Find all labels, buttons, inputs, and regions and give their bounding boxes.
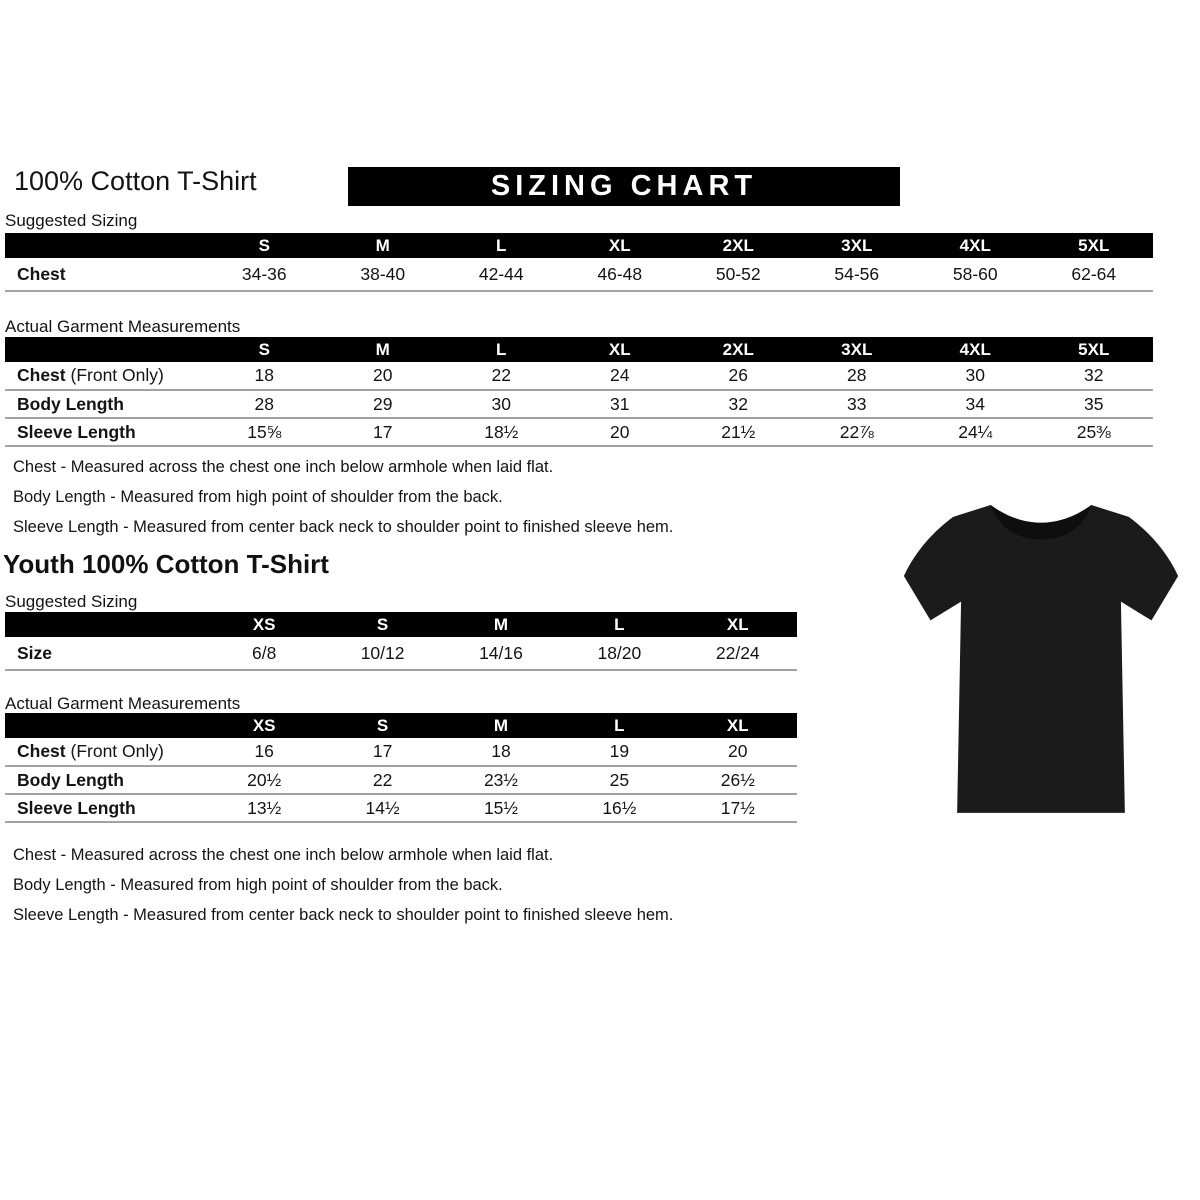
measurement-value: 62-64	[1035, 258, 1154, 291]
size-column-header: L	[442, 233, 561, 258]
size-column-header: XL	[679, 713, 797, 738]
tshirt-body-shape	[904, 505, 1178, 813]
youth-suggested-sizing-table	[5, 612, 797, 671]
measurement-value: 26½	[679, 766, 797, 794]
measurement-value: 34-36	[205, 258, 324, 291]
measurement-value: 22⅞	[798, 418, 917, 446]
size-column-header: 2XL	[679, 337, 798, 362]
measurement-value: 17	[324, 418, 443, 446]
youth-product-title: Youth 100% Cotton T-Shirt	[3, 549, 329, 579]
measurement-row	[5, 418, 1153, 446]
measurement-row	[5, 258, 1153, 291]
measurement-value: 17	[323, 738, 441, 766]
size-column-header: L	[560, 713, 678, 738]
measurement-value: 32	[679, 390, 798, 418]
measurement-value: 38-40	[324, 258, 443, 291]
measurement-value: 20	[324, 362, 443, 390]
measurement-value: 42-44	[442, 258, 561, 291]
measurement-value: 26	[679, 362, 798, 390]
adult-actual-measurements-label: Actual Garment Measurements	[5, 317, 241, 336]
adult-suggested-sizing-table	[5, 233, 1153, 292]
adult-measurement-notes	[13, 452, 673, 542]
measurement-value: 6/8	[205, 637, 323, 670]
size-column-header: 5XL	[1035, 233, 1154, 258]
size-column-header: S	[323, 713, 441, 738]
measurement-value: 28	[205, 390, 324, 418]
row-label: Chest (Front Only)	[5, 362, 205, 390]
measurement-row	[5, 738, 797, 766]
adult-suggested-sizing-label: Suggested Sizing	[5, 211, 138, 230]
size-column-header: XL	[679, 612, 797, 637]
measurement-value: 22	[442, 362, 561, 390]
measurement-row	[5, 362, 1153, 390]
measurement-row	[5, 794, 797, 822]
measurement-value: 30	[442, 390, 561, 418]
row-label: Chest	[5, 258, 205, 291]
measurement-value: 17½	[679, 794, 797, 822]
measurement-note: Sleeve Length - Measured from center back neck to shoulder point to finished sleeve hem.	[13, 906, 674, 924]
header-spacer-cell	[5, 233, 205, 258]
measurement-value: 28	[798, 362, 917, 390]
measurement-value: 15½	[442, 794, 560, 822]
size-column-header: XL	[561, 233, 680, 258]
row-label: Body Length	[5, 766, 205, 794]
size-column-header: XS	[205, 612, 323, 637]
size-column-header: 4XL	[916, 233, 1035, 258]
measurement-value: 20	[561, 418, 680, 446]
measurement-value: 29	[324, 390, 443, 418]
size-column-header: 2XL	[679, 233, 798, 258]
measurement-value: 54-56	[798, 258, 917, 291]
size-column-header: S	[205, 337, 324, 362]
row-label: Size	[5, 637, 205, 670]
header-spacer-cell	[5, 713, 205, 738]
measurement-value: 18	[442, 738, 560, 766]
measurement-row	[5, 390, 1153, 418]
size-header-row	[5, 337, 1153, 362]
measurement-value: 25⅜	[1035, 418, 1154, 446]
measurement-value: 22/24	[679, 637, 797, 670]
measurement-value: 14/16	[442, 637, 560, 670]
measurement-value: 18/20	[560, 637, 678, 670]
size-column-header: S	[205, 233, 324, 258]
size-column-header: M	[324, 233, 443, 258]
size-header-row	[5, 713, 797, 738]
youth-measurement-notes	[13, 840, 673, 930]
measurement-value: 30	[916, 362, 1035, 390]
size-column-header: XL	[561, 337, 680, 362]
size-column-header: XS	[205, 713, 323, 738]
measurement-value: 34	[916, 390, 1035, 418]
size-column-header: 4XL	[916, 337, 1035, 362]
header-spacer-cell	[5, 612, 205, 637]
measurement-value: 25	[560, 766, 678, 794]
size-column-header: L	[560, 612, 678, 637]
size-header-row	[5, 233, 1153, 258]
measurement-value: 33	[798, 390, 917, 418]
row-label: Chest (Front Only)	[5, 738, 205, 766]
measurement-value: 16	[205, 738, 323, 766]
size-header-row	[5, 612, 797, 637]
size-column-header: 5XL	[1035, 337, 1154, 362]
measurement-value: 18½	[442, 418, 561, 446]
header-spacer-cell	[5, 337, 205, 362]
measurement-value: 46-48	[561, 258, 680, 291]
measurement-value: 16½	[560, 794, 678, 822]
row-label: Sleeve Length	[5, 794, 205, 822]
size-column-header: 3XL	[798, 233, 917, 258]
sizing-chart-banner-text: SIZING CHART	[490, 170, 758, 202]
size-column-header: S	[323, 612, 441, 637]
measurement-value: 23½	[442, 766, 560, 794]
tshirt-image	[893, 477, 1189, 827]
youth-suggested-sizing-label: Suggested Sizing	[5, 592, 138, 611]
measurement-value: 24	[561, 362, 680, 390]
measurement-row	[5, 637, 797, 670]
measurement-value: 35	[1035, 390, 1154, 418]
measurement-value: 22	[323, 766, 441, 794]
measurement-value: 20	[679, 738, 797, 766]
measurement-value: 13½	[205, 794, 323, 822]
size-column-header: M	[442, 713, 560, 738]
youth-actual-measurements-label: Actual Garment Measurements	[5, 694, 241, 713]
row-label: Body Length	[5, 390, 205, 418]
measurement-note: Body Length - Measured from high point of shoulder from the back.	[13, 488, 503, 506]
measurement-value: 19	[560, 738, 678, 766]
measurement-row	[5, 766, 797, 794]
measurement-value: 58-60	[916, 258, 1035, 291]
measurement-value: 18	[205, 362, 324, 390]
measurement-note: Chest - Measured across the chest one inch below armhole when laid flat.	[13, 458, 554, 476]
row-label: Sleeve Length	[5, 418, 205, 446]
measurement-value: 21½	[679, 418, 798, 446]
measurement-value: 15⅝	[205, 418, 324, 446]
sizing-chart-banner	[348, 167, 900, 206]
measurement-note: Body Length - Measured from high point of shoulder from the back.	[13, 876, 503, 894]
measurement-value: 10/12	[323, 637, 441, 670]
measurement-value: 50-52	[679, 258, 798, 291]
size-column-header: 3XL	[798, 337, 917, 362]
measurement-note: Chest - Measured across the chest one inch below armhole when laid flat.	[13, 846, 554, 864]
size-column-header: M	[324, 337, 443, 362]
measurement-value: 31	[561, 390, 680, 418]
adult-actual-measurements-table	[5, 337, 1153, 447]
size-column-header: M	[442, 612, 560, 637]
size-column-header: L	[442, 337, 561, 362]
measurement-value: 24¼	[916, 418, 1035, 446]
youth-actual-measurements-table	[5, 713, 797, 823]
measurement-value: 32	[1035, 362, 1154, 390]
adult-product-title: 100% Cotton T-Shirt	[14, 166, 257, 196]
measurement-note: Sleeve Length - Measured from center back neck to shoulder point to finished sleeve hem.	[13, 518, 674, 536]
measurement-value: 20½	[205, 766, 323, 794]
measurement-value: 14½	[323, 794, 441, 822]
